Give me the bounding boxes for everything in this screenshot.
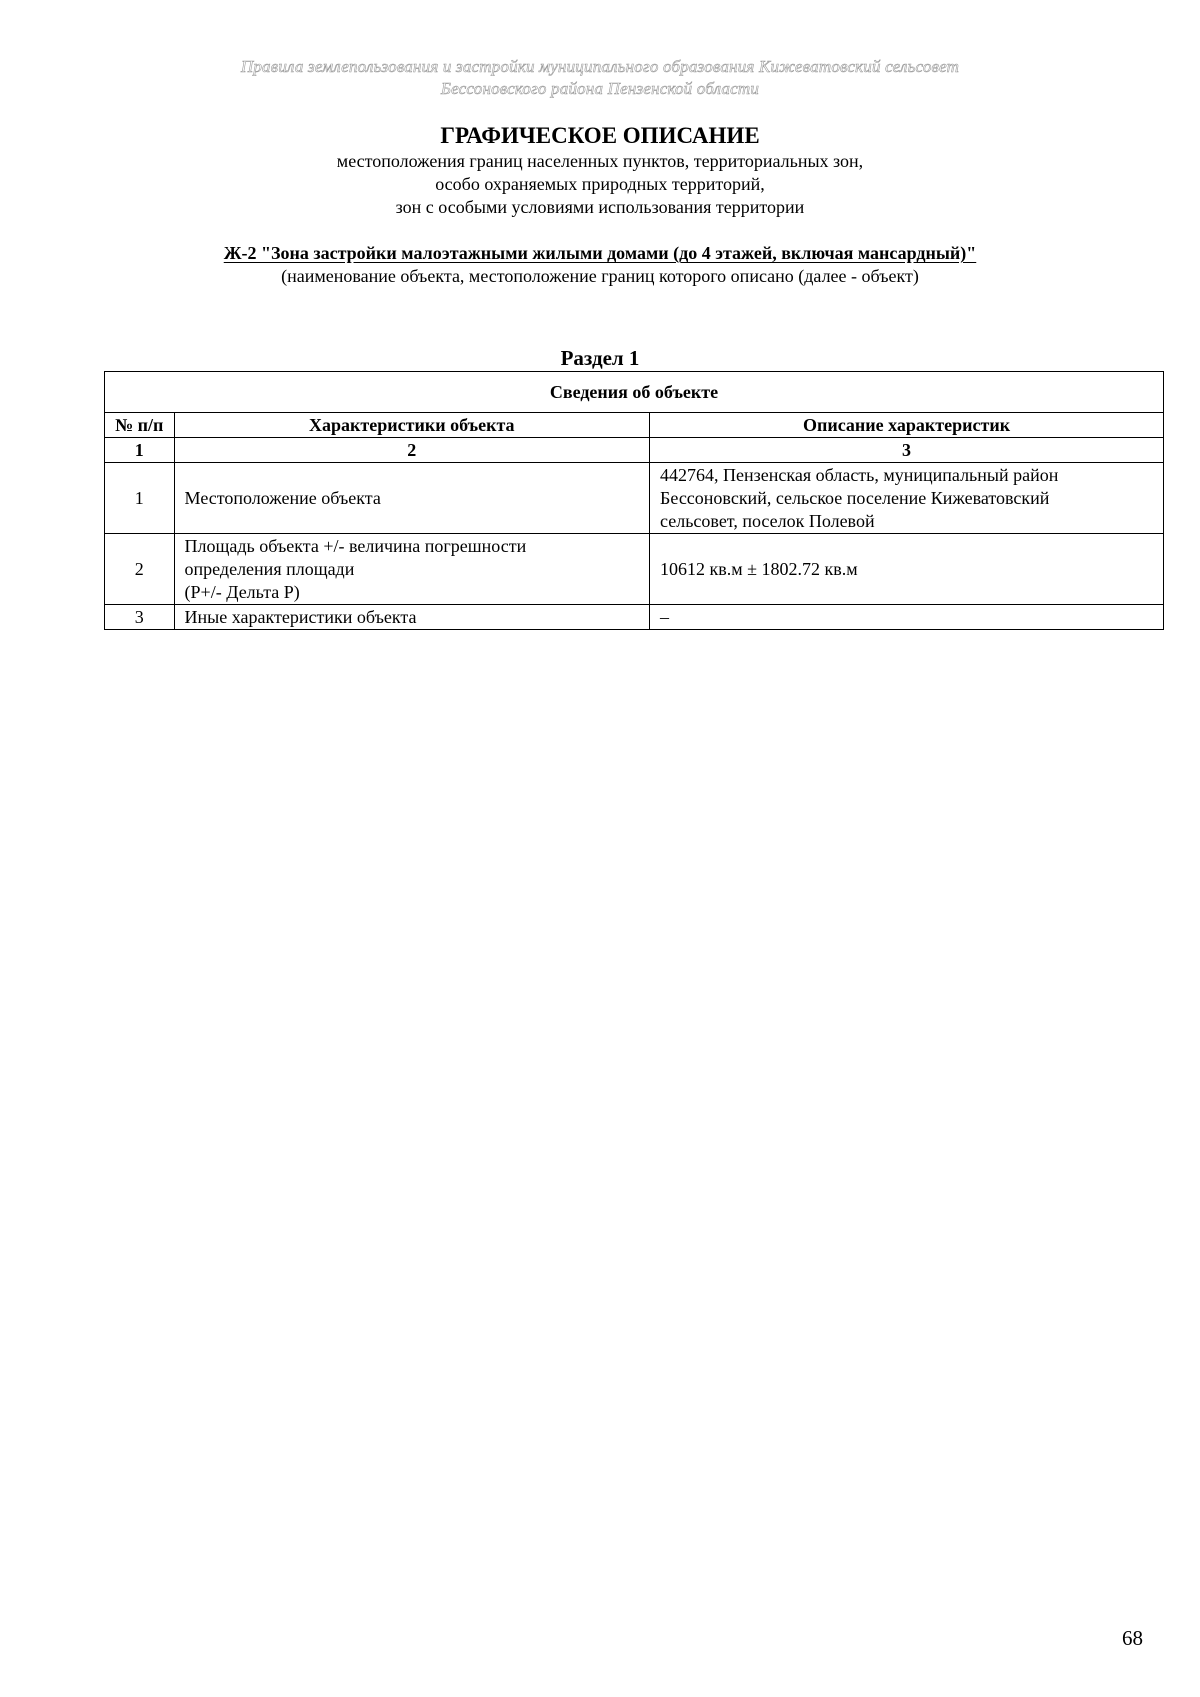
row-characteristic xyxy=(174,534,650,605)
row-description-line: сельсовет, поселок Полевой xyxy=(660,510,875,531)
column-number-row xyxy=(105,438,1164,463)
row-description-line: 442764, Пензенская область, муниципальный район xyxy=(660,464,1059,485)
page-number: 68 xyxy=(1122,1626,1143,1650)
table-row xyxy=(105,463,1164,534)
running-header-line-2: Бессоновского района Пензенской области xyxy=(440,79,760,98)
object-name-note: (наименование объекта, местоположение границ которого описано (далее - объект) xyxy=(281,266,919,286)
object-info-table xyxy=(104,371,1164,630)
row-description xyxy=(650,605,1164,630)
row-description-line: 10612 кв.м ± 1802.72 кв.м xyxy=(660,558,858,579)
row-description-line: Бессоновский, сельское поселение Кижеватовский xyxy=(660,487,1050,508)
column-number-3: 3 xyxy=(650,438,1164,463)
row-description xyxy=(650,534,1164,605)
object-name-text: Ж-2 "Зона застройки малоэтажными жилыми домами (до 4 этажей, включая мансардный)" xyxy=(223,243,977,263)
table-row xyxy=(105,605,1164,630)
object-name xyxy=(0,242,1200,265)
section-title: Раздел 1 xyxy=(560,346,640,370)
subtitle-line-1: местоположения границ населенных пунктов, территориальных зон, xyxy=(336,151,864,171)
column-number-2: 2 xyxy=(174,438,650,463)
row-characteristic xyxy=(174,463,650,534)
table-row xyxy=(105,534,1164,605)
running-header-line-1: Правила землепользования и застройки муниципального образования Кижеватовский сельсовет xyxy=(240,57,960,76)
header-characteristic: Характеристики объекта xyxy=(174,413,650,438)
header-index: № п/п xyxy=(105,413,175,438)
table-header-row xyxy=(105,413,1164,438)
row-description xyxy=(650,463,1164,534)
row-characteristic-line: Местоположение объекта xyxy=(184,487,381,508)
table-caption: Сведения об объекте xyxy=(105,372,1164,413)
row-characteristic-line: Площадь объекта +/- величина погрешности xyxy=(184,535,527,556)
column-number-1: 1 xyxy=(105,438,175,463)
row-characteristic-line: Иные характеристики объекта xyxy=(184,606,417,627)
row-characteristic xyxy=(174,605,650,630)
row-index: 3 xyxy=(105,605,175,630)
header-description: Описание характеристик xyxy=(650,413,1164,438)
row-characteristic-line: определения площади xyxy=(184,558,355,579)
document-title: ГРАФИЧЕСКОЕ ОПИСАНИЕ xyxy=(440,123,760,148)
subtitle-line-3: зон с особыми условиями использования территории xyxy=(395,197,805,217)
row-description-line: – xyxy=(660,606,670,627)
document-subtitle xyxy=(0,150,1200,219)
subtitle-line-2: особо охраняемых природных территорий, xyxy=(435,174,765,194)
row-characteristic-line: (P+/- Дельта P) xyxy=(184,581,300,602)
row-index: 2 xyxy=(105,534,175,605)
running-header xyxy=(0,56,1200,100)
row-index: 1 xyxy=(105,463,175,534)
